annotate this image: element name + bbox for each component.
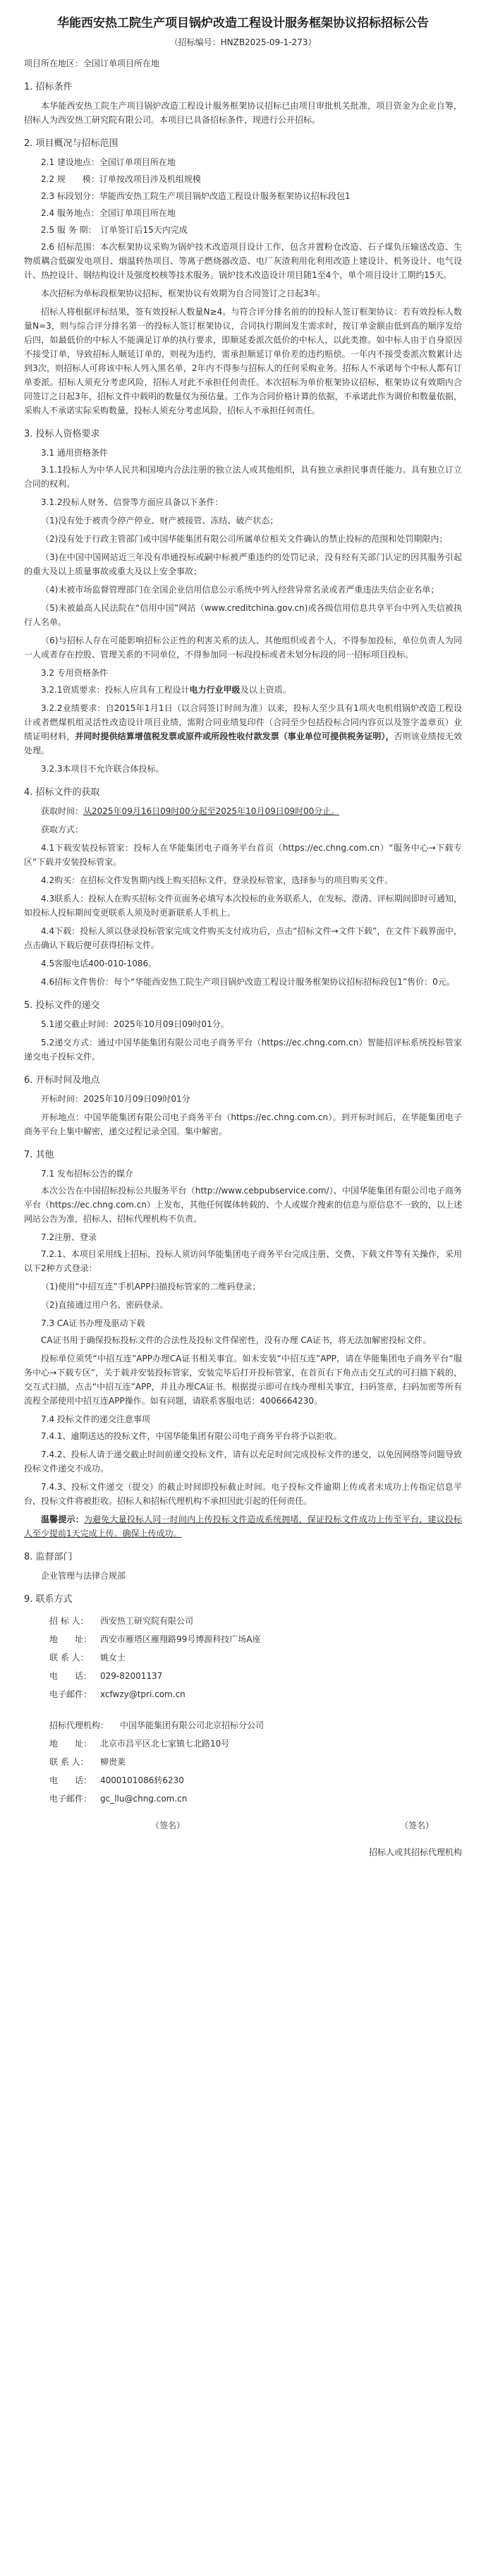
contact-key: 电 话： (49, 1775, 92, 1785)
section-3-subheading: 3.1 通用资格条件 (41, 448, 108, 458)
acquisition-time-value: 从2025年09月16日09时00分起至2025年10月09日09时00分止。 (83, 806, 340, 816)
tenderer-contact-block (24, 1614, 462, 1701)
section-8-heading: 8. 监督部门 (24, 1552, 73, 1562)
section-7-clause: （1)使用“中招互连”手机APP扫描投标管家的二维码登录； (41, 1282, 261, 1292)
section-7-paragraph: CA证书用于确保投标投标文件的合法性及投标文件保密性，没有办理 CA证书，将无法加解密投标文件。 (41, 1335, 431, 1345)
section-2-item: 2.3 标段划分：华能西安热工院生产项目锅炉改造工程设计服务框架协议招标段包1 (41, 191, 351, 201)
project-region: 项目所在地区：全国订单项目所在地 (24, 59, 160, 68)
section-7-subheading: 7.2注册、登录 (41, 1232, 97, 1242)
page-title: 华能西安热工院生产项目锅炉改造工程设计服务框架协议招标招标公告 (57, 16, 429, 30)
acquisition-step: 4.6招标文件售价：每个“华能西安热工院生产项目锅炉改造工程设计服务框架协议招标招标段包1”售价：0元。 (41, 977, 455, 987)
section-4-heading: 4. 招标文件的获取 (24, 787, 100, 798)
contact-key: 地 址： (49, 1739, 92, 1749)
opening-time: 开标时间：2025年10月09日09时01分 (41, 1094, 190, 1104)
section-7-paragraph: 7.2.1、本项目采用线上招标，投标人须访问华能集团电子商务平台完成注册、交费、下载文件等有关操作，采用以下2种方式登录： (24, 1249, 462, 1273)
section-1-body: 本华能西安热工院生产项目锅炉改造工程设计服务框架协议招标已由项目审批机关批准，项目资金为企业自筹，招标人为西安热工研究院有限公司。本项目已具备招标条件，现进行公开招标。 (24, 101, 462, 125)
contact-row (49, 1614, 462, 1628)
supervisor-department: 企业管理与法律合规部 (41, 1571, 126, 1581)
section-2-item: 2.4 服务地点：全国订单项目所在地 (41, 208, 176, 218)
section-2-heading: 2. 项目概况与招标范围 (24, 138, 119, 149)
section-9-heading: 9. 联系方式 (24, 1594, 73, 1605)
performance-text: 否则该业绩按无效处理。 (24, 731, 462, 755)
contact-value: 029-82001137 (100, 1671, 163, 1681)
section-7-subheading: 7.3 CA证书办理及驱动下载 (41, 1318, 145, 1328)
contact-value: 4000101086转6230 (100, 1775, 184, 1785)
section-7-heading: 7. 其他 (24, 1150, 54, 1160)
contact-key: 招标代理机构： (49, 1720, 109, 1730)
section-7-paragraph: 投标单位须凭“中招互连”APP办理CA证书相关事宜。如未安装“中招互连”APP，请在华能集团电子商务平台“服务中心→下载专区”，关于载并安装投标管家，安装完毕后打开投标管家，在首页右下角点击交互式的可扫描下载的，交互式扫描，点击“中招互连”APP，并且办理CA证书。根据提示即可在线办理相关事宜，扫码签章，扫码加密等所有流程全部使用中招互连APP操作。如有问题，请联系客服电话：4006664230。 (24, 1354, 462, 1406)
signature-mark-right: （签名） (399, 1821, 434, 1830)
contact-value: 西安市雁塔区雁翔路99号博源科技广场A座 (100, 1634, 261, 1644)
performance-requirement (24, 701, 462, 758)
acquisition-step: 4.2购买：在招标文件发售期内线上购买招标文件，登录投标管家，选择参与的项目购买文件。 (41, 875, 394, 885)
contact-value: 姚女士 (100, 1653, 126, 1663)
section-3-item: 3.1.1投标人为中华人民共和国境内合法注册的独立法人或其他组织，具有独立承担民事责任能力。具有独立订立合同的权利。 (24, 465, 462, 489)
section-2-scope: 2.6 招标范围：本次框架协议采购为锅炉技术改造项目设计工作，包含并置粉仓改造、石子煤负压输送改造、生物质耦合低碳发电项目、烟温转热项目、等离子燃烧器改造、电厂灰渣利用化利用改造上建设计、机务设计、电气设计、热控设计、钢结构设计及强度校核等技术服务。锅炉技术改造设计项目随1至4个，单个项目设计工期约15天。 (24, 242, 462, 280)
contact-row (49, 1737, 462, 1751)
warm-reminder (24, 1512, 462, 1541)
performance-text: 3.2.2业绩要求：自2015年1月1日（以合同签订时间为准）以来，投标人至少具有1项火电机组锅炉改造工程设计或者燃煤机组灵活性改造设计项目业绩，需附合同业绩复印件（合同至少包括投标合同内容页以及签字盖章页）业绩证明材料， (24, 703, 462, 741)
section-7-paragraph: 本次公告在中国招标投标公共服务平台（http://www.cebpubservice.com/）、中国华能集团有限公司电子商务平台（https://ec.chng.com.cn）上发布，其他任何媒体转载的、个人或媒介搜索的信息与原信息不一致的，以上述网站公告为准，招标人、招标代理机构不负责。 (24, 1186, 462, 1224)
contact-value: gc_llu@chng.com.cn (100, 1794, 188, 1804)
qualification-requirement (24, 683, 462, 697)
section-3-clause: （1)没有处于被责令停产停业、财产被接管、冻结、破产状态； (41, 516, 279, 525)
contact-value: 柳贵莱 (100, 1757, 126, 1767)
contact-key: 联 系 人： (49, 1653, 89, 1663)
consortium-rule: 3.2.3本项目不允许联合体投标。 (41, 764, 164, 774)
contact-row (49, 1632, 462, 1646)
section-7-subheading: 7.4 投标文件的递交注意事项 (41, 1414, 150, 1424)
section-6-heading: 6. 开标时间及地点 (24, 1075, 100, 1086)
contact-row (49, 1718, 462, 1732)
section-2-item: 2.5 服 务 期： 订单签订后15天内完成 (41, 225, 188, 235)
section-3-clause: （4)未被市场监督管理部门在全国企业信用信息公示系统中列入经营异常名录或者严重违法失信企业名单； (41, 585, 439, 595)
section-3-clause: （5)未被最高人民法院在“信用中国”网站（www.creditchina.gov.cn)或各级信用信息共享平台中列入失信被执行人名单。 (24, 603, 462, 627)
signature-line: 招标人或其招标代理机构 (368, 1847, 462, 1857)
contact-row (49, 1669, 462, 1683)
acquisition-step: 4.1下载安装投标管家：投标人在华能集团电子商务平台首页（https://ec.chng.com.cn）“服务中心→下载专区”下载并安装投标管家。 (24, 843, 462, 867)
acquisition-method: 获取方式： (41, 825, 84, 834)
section-2-item: 2.1 建设地点：全国订单项目所在地 (41, 157, 176, 167)
contact-key: 招 标 人： (49, 1616, 89, 1626)
qualification-text: 3.2.1资质要求：投标人应具有工程设计 (41, 685, 190, 695)
acquisition-time-label: 获取时间： (41, 806, 84, 816)
section-7-subheading: 7.1 发布招标公告的媒介 (41, 1169, 133, 1179)
contact-row (49, 1755, 462, 1769)
signature-mark-left: （签名） (151, 1821, 186, 1830)
section-7-paragraph: 7.4.1、逾期送达的投标文件，中国华能集团有限公司电子商务平台将予以拒收。 (41, 1431, 342, 1441)
qualification-text: 及以上资质。 (240, 685, 291, 695)
contact-key: 电子邮件： (49, 1689, 92, 1699)
contact-row (49, 1651, 462, 1665)
contact-row (49, 1773, 462, 1787)
contact-value: 北京市昌平区北七家镇七北路10号 (100, 1739, 230, 1749)
section-3-clause: （2)没有处于行政主管部门或中国华能集团有限公司所属单位相关文件确认的禁止投标的范围和处罚期限内； (41, 534, 448, 544)
contact-key: 联 系 人： (49, 1757, 89, 1767)
section-3-heading: 3. 投标人资格要求 (24, 429, 100, 439)
section-2-item: 2.2 规 模：订单按改项目涉及机组规模 (41, 174, 201, 184)
contact-key: 电子邮件： (49, 1794, 92, 1804)
contact-key: 地 址： (49, 1634, 92, 1644)
section-2-paragraph: 招标人将根据评标结果，签有效投标人数量N≥4。与符合评分排名前的的投标人签订框架协议：若有效投标人数量N=3，则与综合评分排名第一的投标人签订框架协议，合同执行期间发生需求时，按订单金额由低到高的顺序发给后四，如最低价的中标人不能满足订单的执行要求，即顺延委派次低价的中标人，以此类推。如中标人由于自身原因不接受订单，导致招标人顺延订单的，则视为违约，需承担顺延订单价差的违约赔偿。一年内不接受委派次数累计达到3次，则招标人可将该中标人列入黑名单，2年内不得参与招标人的任何采购业务。招标人不承诺每个中标人都有订单委派。招标人须充分考虑风险，招标人对此不承担任何责任。本次招标为单价框架协议招标，框架协议有效期内合同签订之日起3年，招标文件中载明的数量仅为预估量。工作为合同价格计算的依据，不承诺此作为调价和数量依据，采购人不承诺实际采购数量，投标人须充分考虑风险，招标人不承担任何责任。 (24, 307, 462, 415)
section-1-heading: 1. 招标条件 (24, 82, 73, 92)
submission-method: 5.2递交方式：通过中国华能集团有限公司电子商务平台（https://ec.chng.com.cn）智能招评标系统投标管家递交电子投标文件。 (24, 1038, 462, 1062)
section-5-heading: 5. 投标文件的递交 (24, 1000, 100, 1011)
tender-number: （招标编号：HNZB2025-09-1-273） (169, 37, 317, 47)
section-3-clause: （3)在中国中国网站近三年没有串通投标或嗣中标被严重违约的处罚记录，没有经有关部门认定的因其服务引起的重大及以上质量事故或重大及以上安全事故； (24, 552, 462, 576)
opening-place: 开标地点：中国华能集团有限公司电子商务平台（https://ec.chng.com.cn）。到开标时间后，在华能集团电子商务平台上集中解密，递交过程记录全国。集中解密。 (24, 1112, 462, 1136)
contact-row (49, 1687, 462, 1701)
section-7-paragraph: 7.4.2、投标人请于递交截止时间前递交投标文件，请有以充足时间完成投标文件的递交，以免因网络等问题导致投标文件递交不成功。 (24, 1450, 462, 1474)
contact-row (49, 1792, 462, 1806)
qualification-grade: 电力行业甲级 (189, 685, 241, 695)
section-7-paragraph: 7.4.3、投标文件递交（提交）的截止时间即投标截止时间。电子投标文件逾期上传或者未成功上传指定信息平台，投标文件将被拒收。招标人和招标代理机构不承担因此引起的任何责任。 (24, 1482, 462, 1506)
acquisition-step: 4.3联系人：投标人在购买招标文件页面务必填写本次投标的业务联系人，在发标、澄清、评标期间即时可通知，如投标人投标期间变更联系人须及时更新联系人手机上。 (24, 894, 462, 918)
warm-reminder-label: 温馨提示： (41, 1514, 84, 1524)
contact-value: 西安热工研究院有限公司 (100, 1616, 194, 1626)
contact-key: 电 话： (49, 1671, 92, 1681)
performance-invoice-note: 并同时提供结算增值税发票或原件或所段性收付款发票（事业单位可提供税务证明）， (75, 731, 394, 741)
acquisition-step: 4.4下载：投标人须以登录投标管家完成文件购买支付成功后，点击“招标文件→文件下载”，在文件下载界面中，点击确认下载后便可获得招标文件。 (24, 926, 462, 950)
contact-value: xcfwzy@tpri.com.cn (100, 1689, 186, 1699)
contact-value: 中国华能集团有限公司北京招标分公司 (120, 1720, 265, 1730)
signature-marks (151, 1818, 434, 1833)
submission-deadline: 5.1递交截止时间：2025年10月09日09时01分。 (41, 1019, 229, 1029)
acquisition-step: 4.5客服电话400-010-1086。 (41, 959, 157, 968)
section-7-clause: （2)直接通过用户名、密码登录。 (41, 1300, 169, 1310)
acquisition-time (24, 804, 462, 818)
agency-contact-block (24, 1718, 462, 1806)
section-3-subheading: 3.2 专用资格条件 (41, 668, 108, 678)
section-2-paragraph: 本次招标为单标段框架协议招标，框架协议有效期为自合同签订之日起3年。 (41, 288, 326, 298)
section-3-clause: （6)与招标人存在可能影响招标公正性的利害关系的法人、其他组织或者个人，不得参加投标，单位负责人为同一人或者存在控股、管理关系的不同单位，不得参加同一标段投标或者未划分标段的同一招标项目投标。 (24, 636, 462, 660)
warm-reminder-text: 为避免大量投标人同一时间内上传投标文件造成系统拥堵，保证投标文件成功上传至平台，建议投标人至少提前1天完成上传。确保上传成功。 (24, 1514, 462, 1538)
section-3-item: 3.1.2投标人财务、信誉等方面应具备以下条件： (41, 497, 224, 507)
